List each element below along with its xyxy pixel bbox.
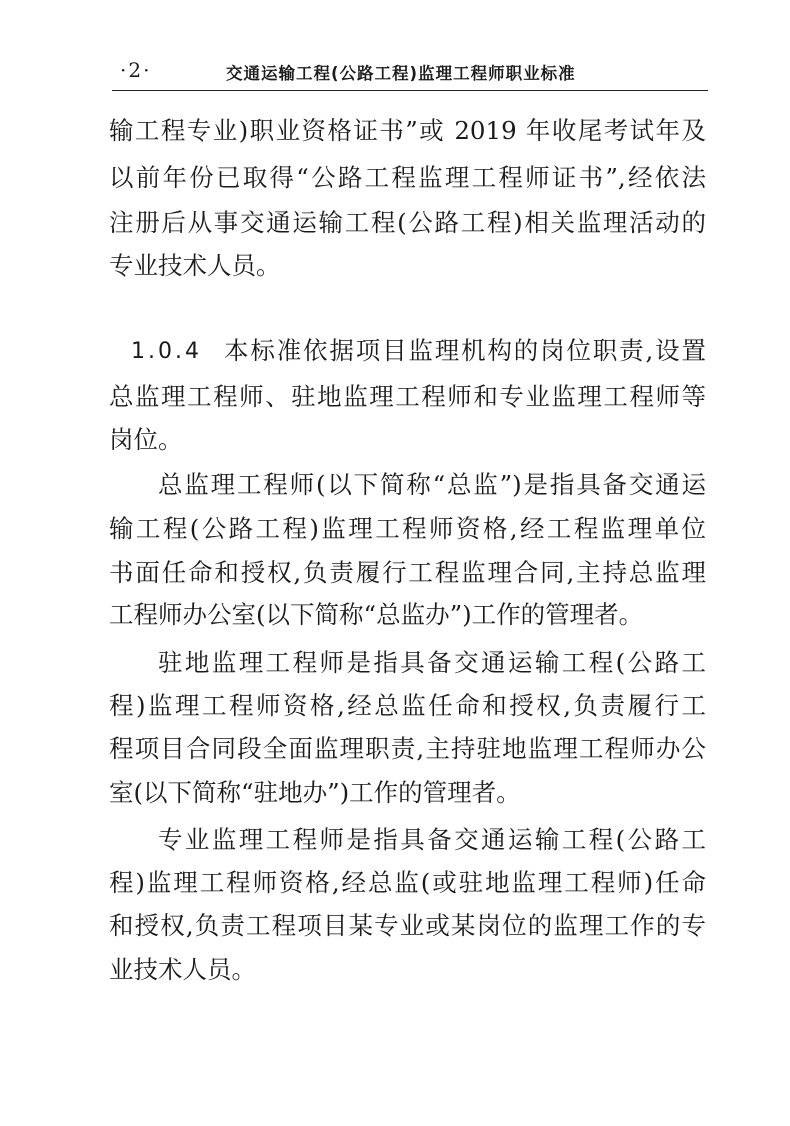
clause-number: 1.0.4 — [131, 339, 202, 364]
paragraph-line: 以前年份已取得“公路工程监理工程师证书”,经依法 — [109, 163, 706, 192]
paragraph-line: 注册后从事交通运输工程(公路工程)相关监理活动的 — [109, 208, 706, 237]
page-number: ·2· — [120, 58, 152, 82]
paragraph-line: 室(以下简称“驻地办”)工作的管理者。 — [109, 778, 521, 807]
paragraph-line: 程项目合同段全面监理职责,主持驻地监理工程师办公 — [109, 734, 706, 763]
paragraph-line: 工程师办公室(以下简称“总监办”)工作的管理者。 — [109, 600, 644, 629]
page-header — [112, 56, 708, 91]
running-title: 交通运输工程(公路工程)监理工程师职业标准 — [226, 64, 576, 83]
paragraph-line: 驻地监理工程师是指具备交通运输工程(公路工 — [158, 648, 706, 677]
paragraph-line: 输工程专业)职业资格证书”或 2019 年收尾考试年及 — [109, 116, 706, 145]
paragraph-line: 总监理工程师(以下简称“总监”)是指具备交通运 — [158, 470, 706, 499]
paragraph-line: 岗位。 — [109, 425, 183, 454]
paragraph-line: 程)监理工程师资格,经总监(或驻地监理工程师)任命 — [109, 868, 706, 897]
paragraph-line: 总监理工程师、驻地监理工程师和专业监理工程师等 — [109, 382, 706, 411]
paragraph-line: 专业技术人员。 — [109, 251, 281, 280]
paragraph-line: 输工程(公路工程)监理工程师资格,经工程监理单位 — [109, 514, 706, 543]
paragraph-line: 书面任命和授权,负责履行工程监理合同,主持总监理 — [109, 558, 706, 587]
paragraph-line: 本标准依据项目监理机构的岗位职责,设置 — [224, 336, 706, 365]
paragraph-line: 程)监理工程师资格,经总监任命和授权,负责履行工 — [109, 691, 706, 720]
paragraph-line: 和授权,负责工程项目某专业或某岗位的监理工作的专 — [109, 911, 706, 940]
paragraph-line: 专业监理工程师是指具备交通运输工程(公路工 — [158, 825, 706, 854]
clause-heading-line — [109, 336, 706, 369]
paragraph-line: 业技术人员。 — [109, 955, 256, 984]
